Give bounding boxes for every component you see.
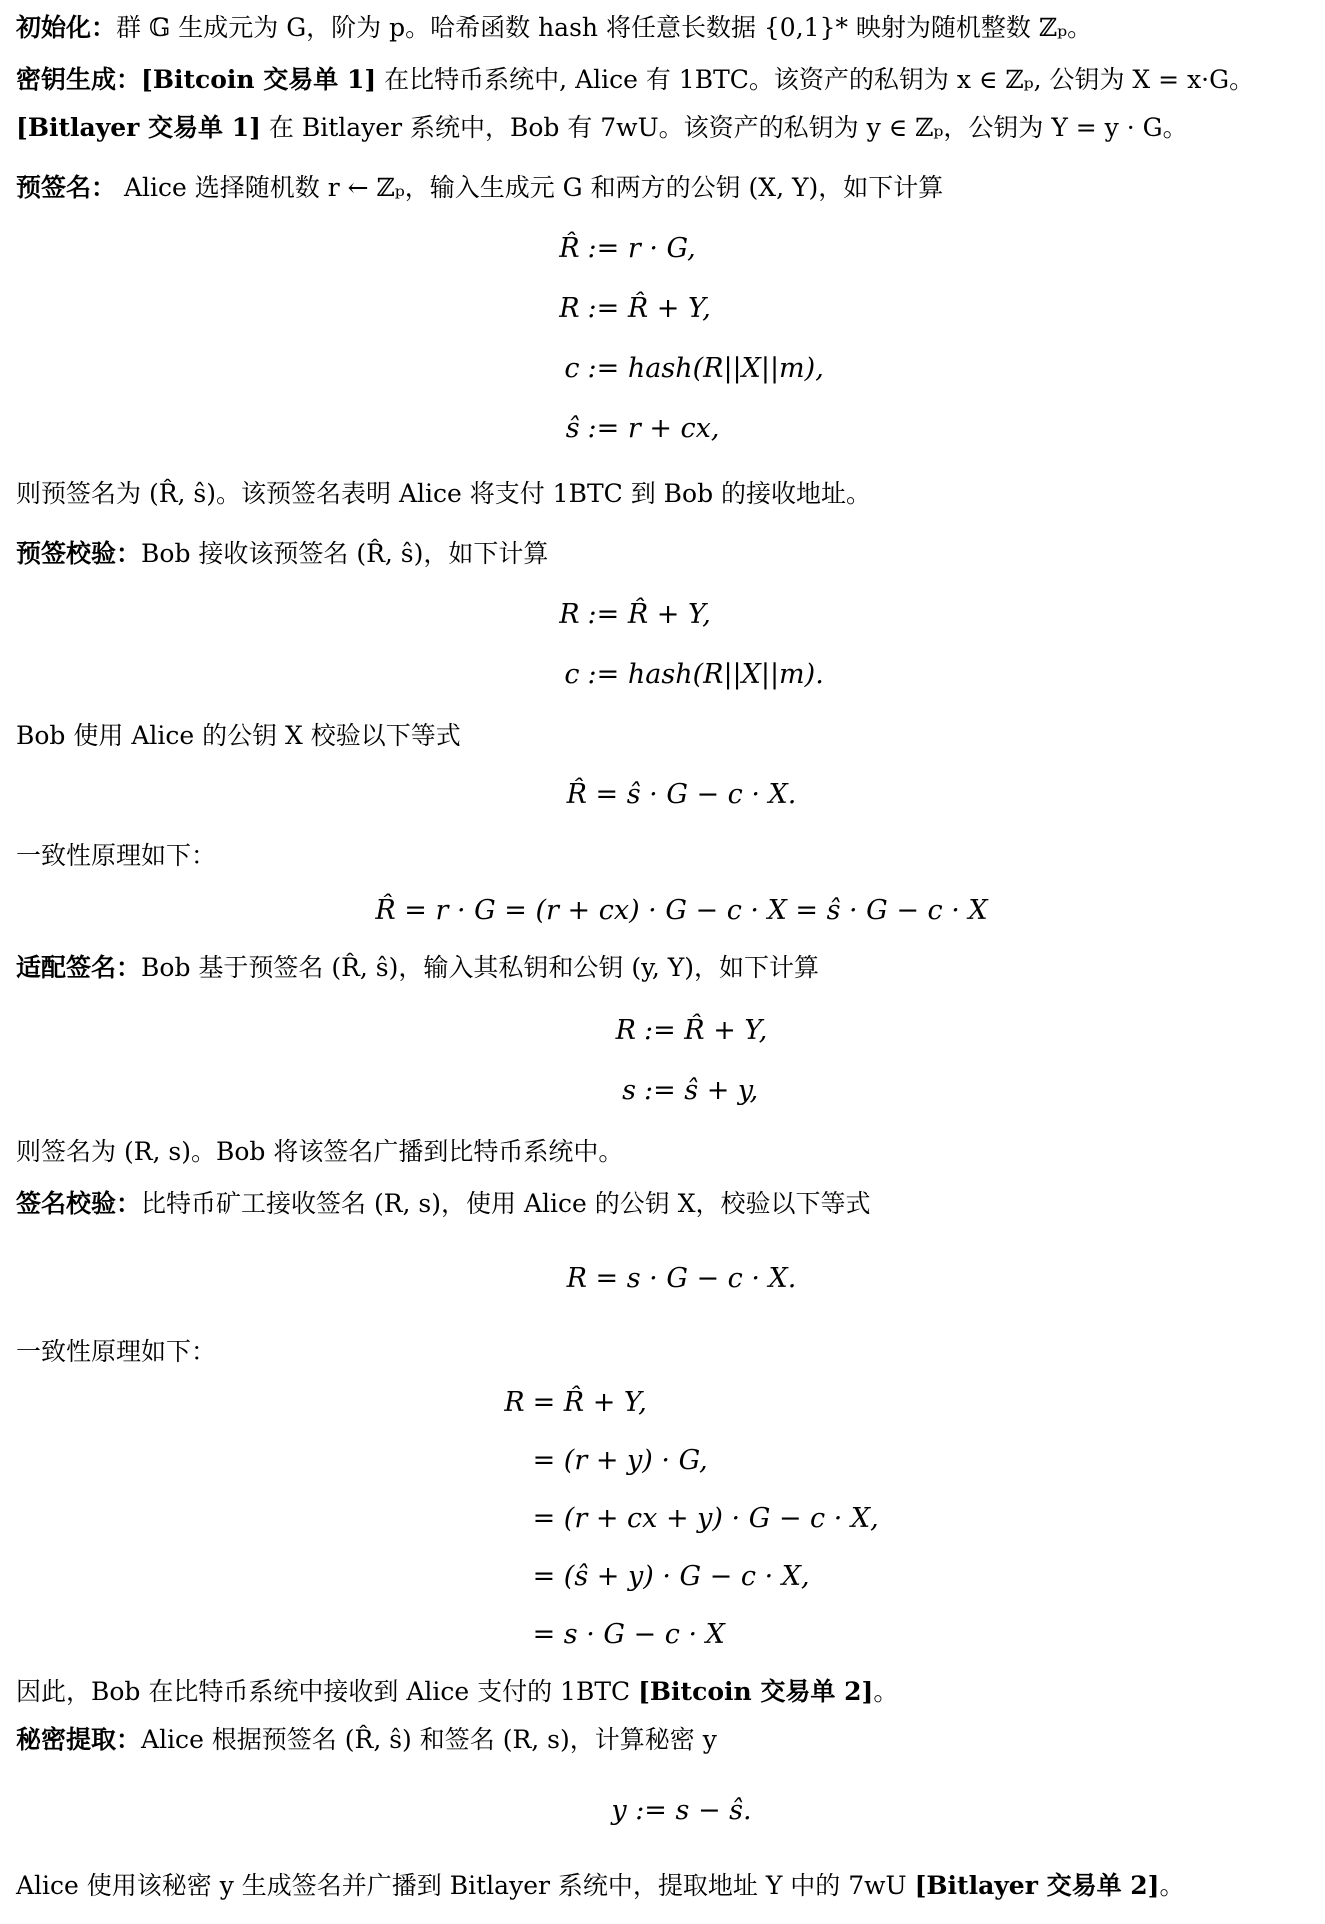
- preverify-check-equation: R̂ = ŝ · G − c · X.: [566, 779, 797, 810]
- consistency2-eq3-rhs: = (r + cx + y) · G − c · X,: [532, 1503, 879, 1534]
- para-bitlayer-keygen: [16, 110, 1307, 146]
- presign-eq3-rhs: := hash(R||X||m),: [587, 353, 824, 384]
- adapt-eq1-lhs: R: [615, 1015, 636, 1046]
- preverify-equations: [559, 598, 824, 692]
- bitlayer-tx2-ref: [Bitlayer 交易单 2]: [914, 1871, 1160, 1900]
- consistency2-eq1-lhs: R: [504, 1387, 525, 1418]
- presign-eq1-rhs: := r · G,: [587, 233, 696, 264]
- para-final: [16, 1868, 1307, 1904]
- para-initialization: [16, 10, 1307, 46]
- sigverify-label: 签名校验：: [16, 1189, 142, 1218]
- presign-eq4-lhs: ŝ: [565, 413, 580, 444]
- bitlayer-text: 在 Bitlayer 系统中，Bob 有 7wU。该资产的私钥为 y ∈ ℤₚ，公钥为 Y = y · G。: [260, 113, 1188, 142]
- adapt-equations: [616, 1014, 768, 1108]
- para-consistency2-intro: [16, 1334, 1307, 1370]
- bob-verify-text: Bob 使用 Alice 的公钥 X 校验以下等式: [16, 721, 461, 750]
- sign-result-text: 则签名为 (R, s)。Bob 将该签名广播到比特币系统中。: [16, 1137, 624, 1166]
- presign-eq4-rhs: := r + cx,: [587, 413, 720, 444]
- para-preverify: [16, 536, 1307, 572]
- bitlayer-tx1-ref: [Bitlayer 交易单 1]: [16, 113, 261, 142]
- final-pre: Alice 使用该秘密 y 生成签名并广播到 Bitlayer 系统中，提取地址 Y 中的 7wU: [16, 1871, 915, 1900]
- para-bob-verify: [16, 718, 1307, 754]
- presign-equations: [559, 232, 824, 446]
- keygen-text: 在比特币系统中, Alice 有 1BTC。该资产的私钥为 x ∈ ℤₚ, 公钥为 X = x·G。: [376, 65, 1255, 94]
- keygen-label: 密钥生成：: [16, 65, 142, 94]
- consistency2-equations: [504, 1386, 878, 1652]
- para-adapt: [16, 950, 1307, 986]
- adapt-eq2-lhs: s: [622, 1075, 636, 1106]
- consistency1-intro-text: 一致性原理如下：: [16, 841, 217, 870]
- para-presign-result: [16, 476, 1307, 512]
- extract-equation: y := s − ŝ.: [611, 1795, 752, 1826]
- para-presign: [16, 170, 1307, 206]
- preverify-eq1-rhs: := R̂ + Y,: [587, 599, 711, 630]
- adapt-eq1-rhs: := R̂ + Y,: [643, 1015, 768, 1046]
- adapt-text: Bob 基于预签名 (R̂, ŝ)，输入其私钥和公钥 (y, Y)，如下计算: [141, 953, 820, 982]
- para-sign-result: [16, 1134, 1307, 1170]
- init-label: 初始化：: [16, 13, 117, 42]
- presign-eq2-lhs: R: [559, 293, 580, 324]
- presign-result-text: 则预签名为 (R̂, ŝ)。该预签名表明 Alice 将支付 1BTC 到 Bob 的接收地址。: [16, 479, 872, 508]
- preverify-text: Bob 接收该预签名 (R̂, ŝ)，如下计算: [141, 539, 549, 568]
- consistency2-eq1-rhs: = R̂ + Y,: [532, 1387, 647, 1418]
- adapt-eq2-rhs: := ŝ + y,: [643, 1075, 759, 1106]
- para-consistency1-intro: [16, 838, 1307, 874]
- presign-eq2-rhs: := R̂ + Y,: [587, 293, 711, 324]
- presign-eq3-lhs: c: [564, 353, 580, 384]
- consistency2-eq2-lhs: [504, 1444, 524, 1478]
- consistency2-eq4-lhs: [504, 1560, 524, 1594]
- consistency1-equation: R̂ = r · G = (r + cx) · G − c · X = ŝ · G − c · X: [375, 895, 988, 926]
- consistency2-eq2-rhs: = (r + y) · G,: [532, 1445, 708, 1476]
- sigverify-text: 比特币矿工接收签名 (R, s)，使用 Alice 的公钥 X，校验以下等式: [141, 1189, 871, 1218]
- extract-text: Alice 根据预签名 (R̂, ŝ) 和签名 (R, s)，计算秘密 y: [141, 1725, 717, 1754]
- presign-eq1-lhs: R̂: [559, 233, 580, 264]
- consistency2-intro-text: 一致性原理如下：: [16, 1337, 217, 1366]
- conclusion-pre: 因此，Bob 在比特币系统中接收到 Alice 支付的 1BTC: [16, 1677, 639, 1706]
- presign-text: Alice 选择随机数 r ← ℤₚ，输入生成元 G 和两方的公钥 (X, Y)，如下计算: [116, 173, 944, 202]
- bitcoin-tx2-ref: [Bitcoin 交易单 2]: [638, 1677, 874, 1706]
- consistency2-eq5-rhs: = s · G − c · X: [532, 1619, 725, 1650]
- preverify-eq2-lhs: c: [564, 659, 580, 690]
- consistency2-eq5-lhs: [504, 1618, 524, 1652]
- adapt-label: 适配签名：: [16, 953, 142, 982]
- consistency2-eq4-rhs: = (ŝ + y) · G − c · X,: [532, 1561, 810, 1592]
- preverify-eq2-rhs: := hash(R||X||m).: [587, 659, 824, 690]
- sig-check-equation: R = s · G − c · X.: [566, 1263, 797, 1294]
- presign-label: 预签名：: [16, 173, 117, 202]
- para-extract: [16, 1722, 1307, 1758]
- para-sigverify: [16, 1186, 1307, 1222]
- para-conclusion: [16, 1674, 1307, 1710]
- preverify-eq1-lhs: R: [559, 599, 580, 630]
- consistency2-eq3-lhs: [504, 1502, 524, 1536]
- final-post: 。: [1159, 1871, 1185, 1900]
- init-text: 群 𝔾 生成元为 G，阶为 p。哈希函数 hash 将任意长数据 {0,1}* 映射为随机整数 ℤₚ。: [116, 13, 1093, 42]
- bitcoin-tx1-ref: [Bitcoin 交易单 1]: [141, 65, 377, 94]
- preverify-label: 预签校验：: [16, 539, 142, 568]
- extract-label: 秘密提取：: [16, 1725, 142, 1754]
- conclusion-post: 。: [873, 1677, 899, 1706]
- para-keygen: [16, 62, 1307, 98]
